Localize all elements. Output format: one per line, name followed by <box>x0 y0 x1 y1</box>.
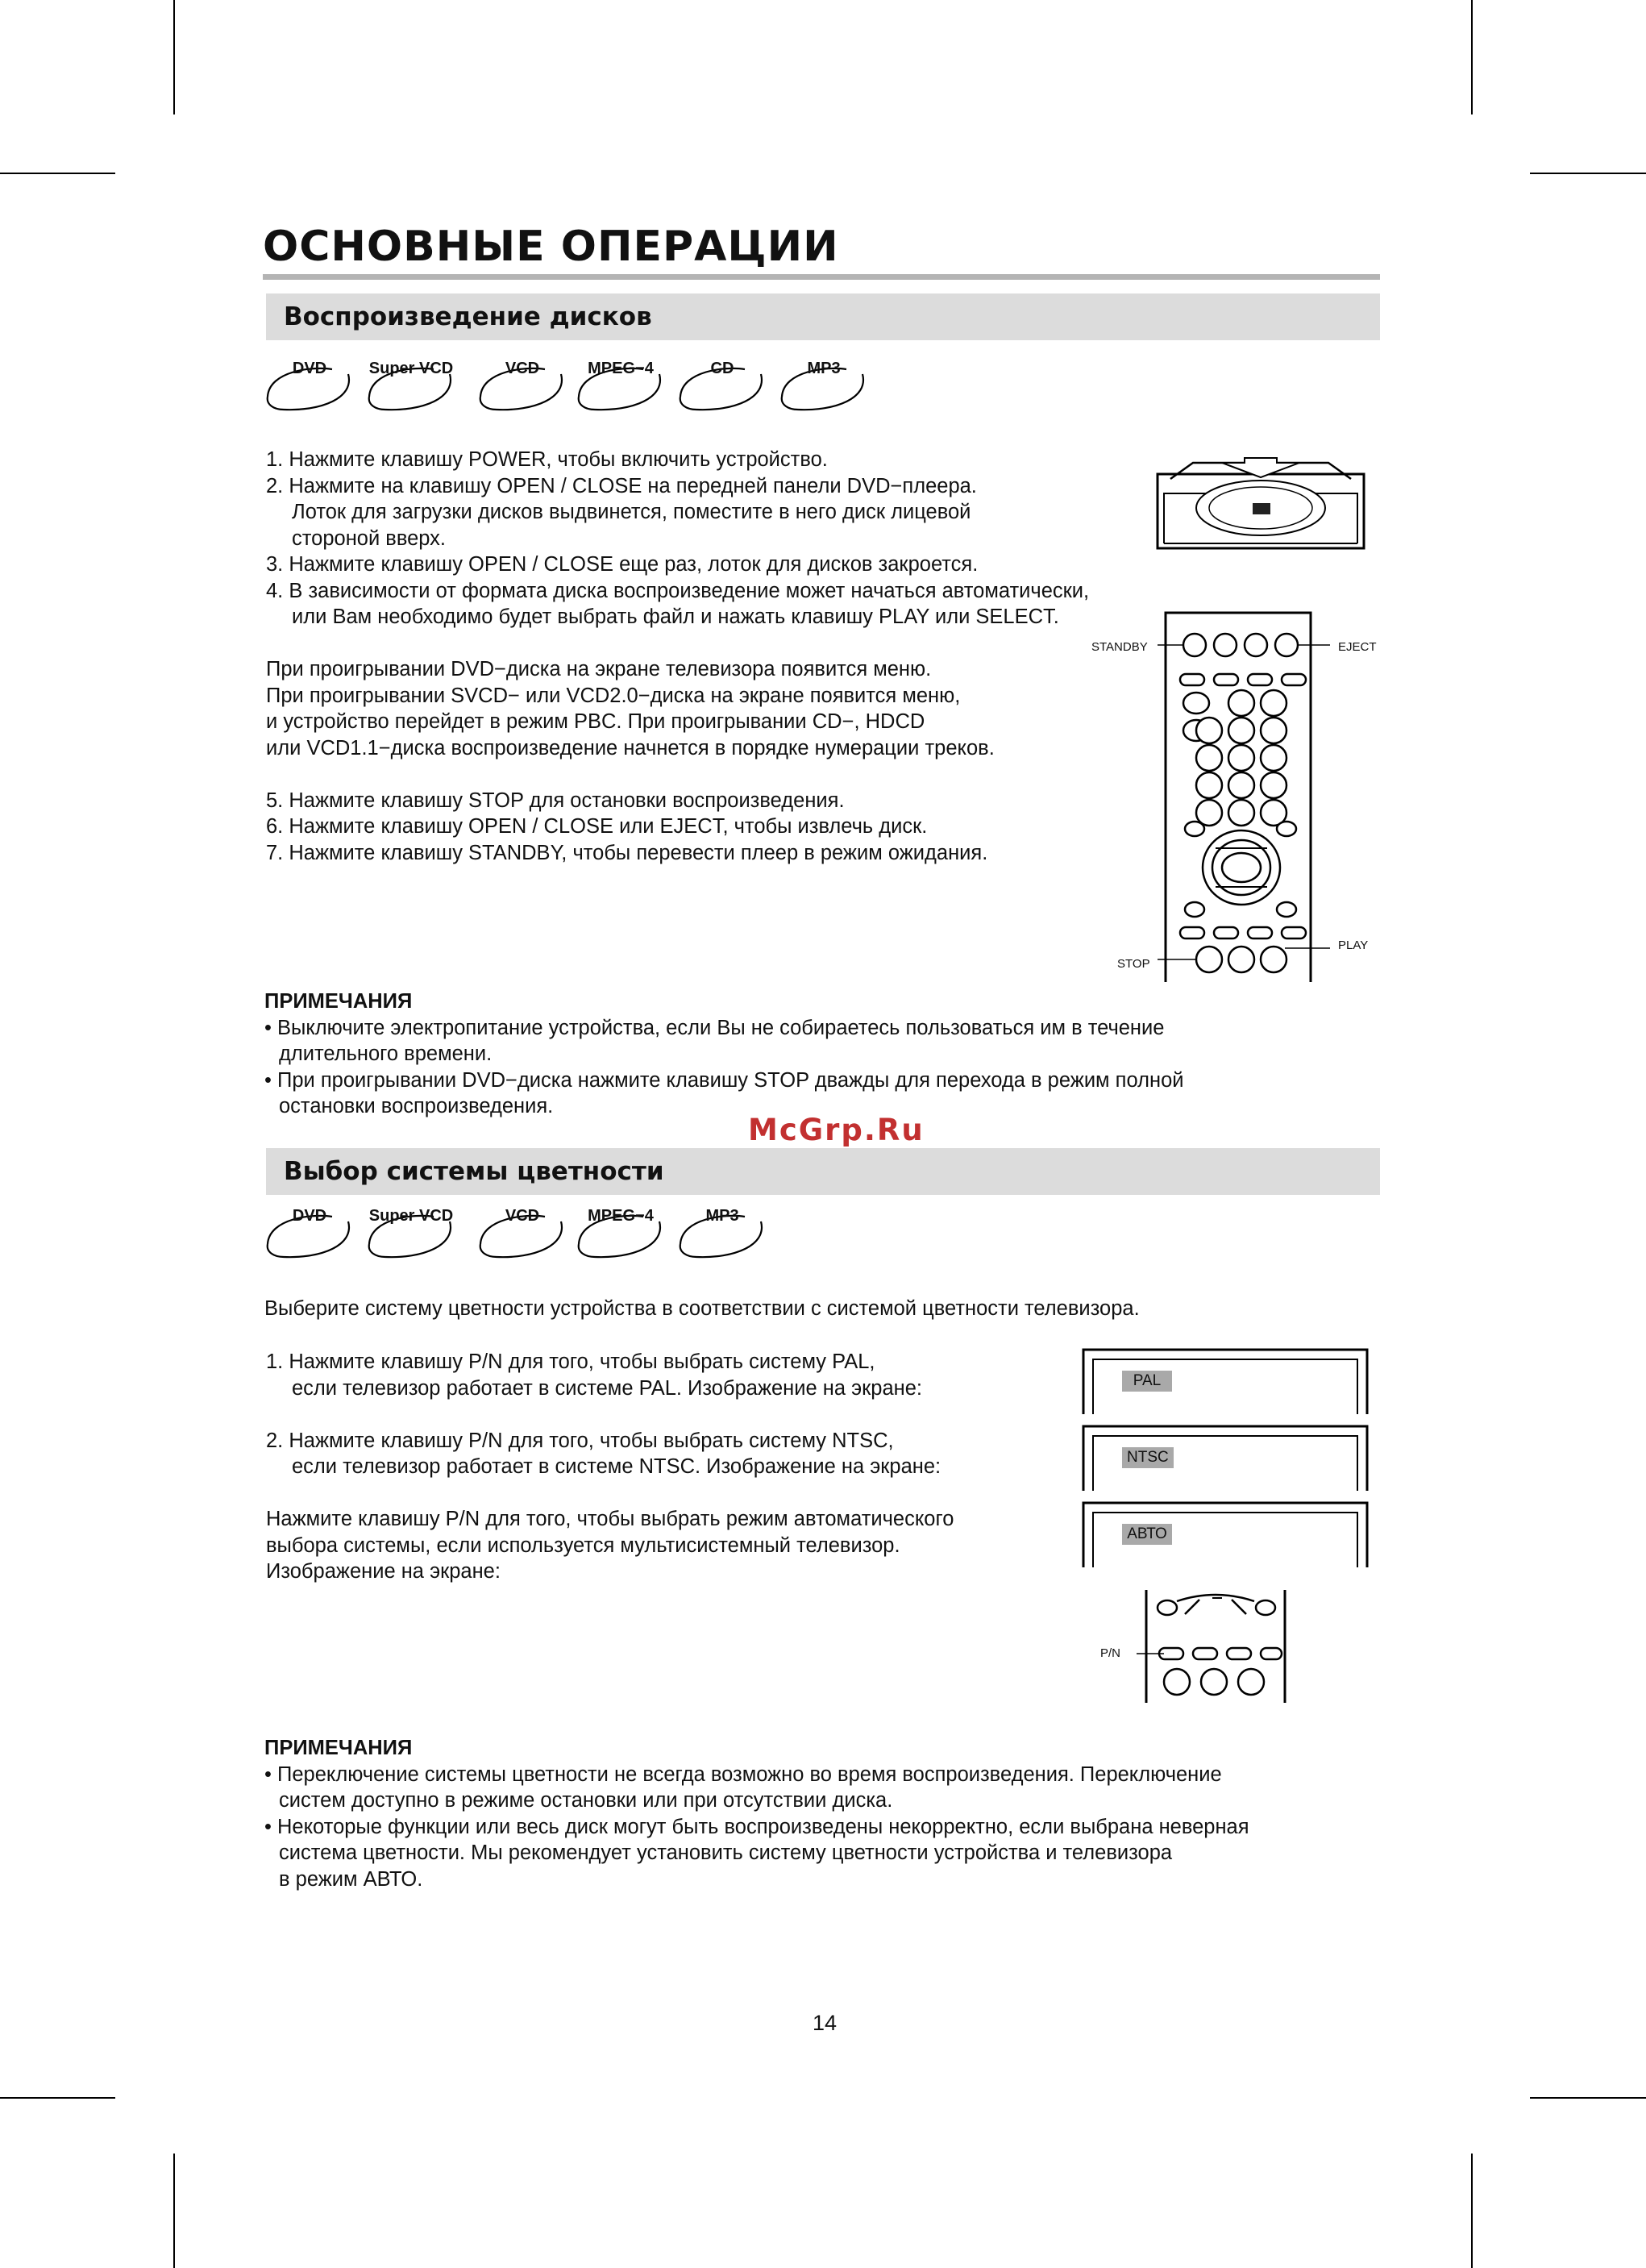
disc-format-label: MP3 <box>705 1207 739 1225</box>
crop-mark <box>1471 0 1473 114</box>
disc-format-label: MPEG−4 <box>588 1207 654 1225</box>
note-line: систем доступно в режиме остановки или при отсутствии диска. <box>279 1789 893 1812</box>
notes-heading: ПРИМЕЧАНИЯ <box>264 1737 413 1759</box>
step-line: или Вам необходимо будет выбрать файл и нажать клавишу PLAY или SELECT. <box>292 605 1059 628</box>
step-line: 4. В зависимости от формата диска воспроизведение может начаться автоматически, <box>266 579 1090 602</box>
disc-format-icon <box>576 360 666 413</box>
tv-screen-pal <box>1082 1348 1369 1414</box>
disc-format-icon <box>477 1207 567 1260</box>
remote-pn-illustration <box>1129 1590 1298 1703</box>
notes-heading: ПРИМЕЧАНИЯ <box>264 990 413 1013</box>
disc-format-icon <box>264 1207 355 1260</box>
disc-format-icon <box>366 360 456 413</box>
note-line: • Некоторые функции или весь диск могут быть воспроизведены некорректно, если выбрана неверная <box>264 1815 1249 1838</box>
step-line: 1. Нажмите клавишу P/N для того, чтобы выбрать систему PAL, <box>266 1350 875 1373</box>
crop-mark <box>173 0 175 114</box>
step-line: 3. Нажмите клавишу OPEN / CLOSE еще раз, лоток для дисков закроется. <box>266 553 979 576</box>
watermark: McGrp.Ru <box>748 1113 925 1147</box>
disc-format-icon <box>677 360 767 413</box>
step-line: 6. Нажмите клавишу OPEN / CLOSE или EJECT, чтобы извлечь диск. <box>266 815 928 838</box>
notes-playback <box>264 988 1184 1120</box>
step-line: 7. Нажмите клавишу STANDBY, чтобы перевести плеер в режим ожидания. <box>266 841 988 864</box>
disc-format-label: Super VCD <box>368 1207 454 1225</box>
info-line: выбора системы, если используется мультисистемный телевизор. <box>266 1534 900 1557</box>
section-heading-playback: Воспроизведение дисков <box>266 293 1380 340</box>
disc-format-icon <box>366 1207 456 1260</box>
title-rule <box>263 274 1380 280</box>
step-line: стороной вверх. <box>292 526 447 550</box>
crop-mark <box>0 2097 115 2099</box>
info-line: При проигрывании DVD−диска на экране телевизора появится меню. <box>266 658 932 680</box>
note-line: система цветности. Мы рекомендует установить систему цветности устройства и телевизора <box>279 1841 1173 1864</box>
remote-control-illustration <box>1077 610 1375 982</box>
disc-format-label: CD <box>710 360 734 377</box>
section-heading-color-system: Выбор системы цветности <box>266 1148 1380 1195</box>
step-line: 5. Нажмите клавишу STOP для остановки воспроизведения. <box>266 789 845 812</box>
stop-callout: STOP <box>1117 957 1150 971</box>
disc-format-label: VCD <box>505 1207 540 1225</box>
page-number: 14 <box>813 2011 838 2035</box>
disc-tray-illustration <box>1156 456 1365 551</box>
disc-format-icon <box>576 1207 666 1260</box>
crop-mark <box>0 173 115 174</box>
step-line: если телевизор работает в системе NTSC. Изображение на экране: <box>292 1455 941 1478</box>
step-line: 1. Нажмите клавишу POWER, чтобы включить устройство. <box>266 448 828 471</box>
crop-mark <box>1530 2097 1646 2099</box>
screen-label: PAL <box>1122 1371 1172 1392</box>
info-line: Нажмите клавишу P/N для того, чтобы выбрать режим автоматического <box>266 1508 954 1530</box>
color-system-intro: Выберите систему цветности устройства в соответствии с системой цветности телевизора. <box>264 1297 1140 1320</box>
note-line: в режим АВТО. <box>279 1867 423 1891</box>
info-line: Изображение на экране: <box>266 1560 501 1583</box>
page-title: ОСНОВНЫЕ ОПЕРАЦИИ <box>263 223 839 271</box>
disc-format-icon <box>677 1207 767 1260</box>
tv-screen-ntsc <box>1082 1425 1369 1491</box>
step-line: Лоток для загрузки дисков выдвинется, поместите в него диск лицевой <box>292 501 971 523</box>
disc-format-label: VCD <box>505 360 540 377</box>
info-line: и устройство перейдет в режим PBC. При проигрывании CD−, HDCD <box>266 710 925 733</box>
step-line: 2. Нажмите клавишу P/N для того, чтобы выбрать систему NTSC, <box>266 1429 894 1452</box>
disc-format-label: MP3 <box>807 360 841 377</box>
step-line: 2. Нажмите на клавишу OPEN / CLOSE на передней панели DVD−плеера. <box>266 474 977 497</box>
crop-mark <box>1530 173 1646 174</box>
eject-callout: EJECT <box>1338 640 1377 654</box>
standby-callout: STANDBY <box>1091 640 1148 654</box>
crop-mark <box>173 2154 175 2268</box>
playback-steps <box>266 447 1089 866</box>
color-system-steps <box>266 1349 954 1585</box>
crop-mark <box>1471 2154 1473 2268</box>
note-line: остановки воспроизведения. <box>279 1095 554 1117</box>
screen-label: АВТО <box>1122 1524 1172 1545</box>
screen-label: NTSC <box>1122 1447 1174 1468</box>
note-line: • При проигрывании DVD−диска нажмите клавишу STOP дважды для перехода в режим полной <box>264 1068 1184 1092</box>
disc-format-label: DVD <box>292 360 327 377</box>
disc-format-icon <box>779 360 869 413</box>
step-line: если телевизор работает в системе PAL. Изображение на экране: <box>292 1376 923 1400</box>
pn-callout: P/N <box>1100 1646 1121 1660</box>
note-line: • Переключение системы цветности не всегда возможно во время воспроизведения. Переключение <box>264 1762 1222 1786</box>
note-line: длительного времени. <box>279 1042 493 1065</box>
play-callout: PLAY <box>1338 938 1369 952</box>
disc-format-label: DVD <box>292 1207 327 1225</box>
disc-format-icon <box>477 360 567 413</box>
note-line: • Выключите электропитание устройства, если Вы не собираетесь пользоваться им в течение <box>264 1016 1165 1039</box>
disc-format-icon <box>264 360 355 413</box>
info-line: или VCD1.1−диска воспроизведение начнется в порядке нумерации треков. <box>266 736 995 759</box>
notes-color-system <box>264 1735 1249 1892</box>
info-line: При проигрывании SVCD− или VCD2.0−диска на экране появится меню, <box>266 684 961 707</box>
disc-format-label: Super VCD <box>368 360 454 377</box>
disc-format-label: MPEG−4 <box>588 360 654 377</box>
tv-screen-auto <box>1082 1501 1369 1567</box>
